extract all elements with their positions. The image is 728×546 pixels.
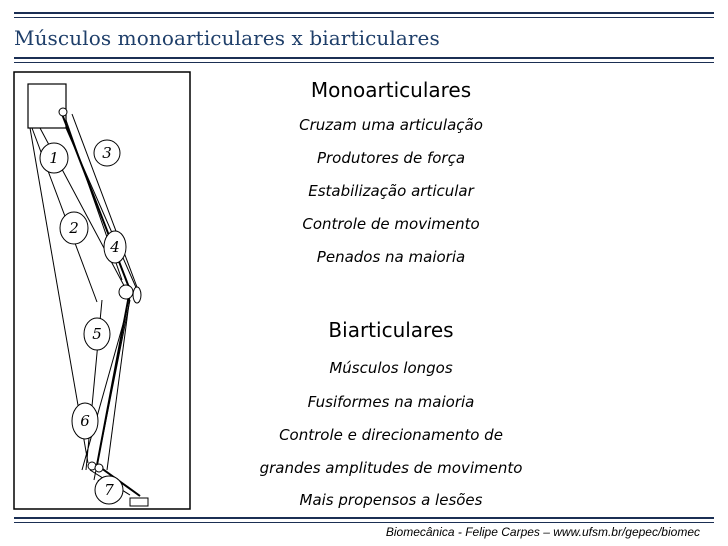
- mono-heading: Monoarticulares: [310, 78, 472, 102]
- muscle-number-6: 6: [80, 412, 90, 430]
- rule-mid-thick: [14, 57, 714, 59]
- bi-item: Mais propensos a lesões: [299, 491, 483, 509]
- rule-bottom-thick: [14, 517, 714, 519]
- leg-muscle-diagram: [12, 70, 192, 511]
- bi-item: grandes amplitudes de movimento: [259, 459, 523, 477]
- muscle-number-2: 2: [69, 219, 79, 237]
- muscle-number-7: 7: [104, 481, 114, 499]
- bi-item: Fusiformes na maioria: [307, 393, 475, 411]
- rule-mid-thin: [14, 62, 714, 63]
- mono-item: Produtores de força: [316, 149, 466, 167]
- rule-top-thick: [14, 12, 714, 14]
- mono-item: Controle de movimento: [302, 215, 480, 233]
- bi-heading: Biarticulares: [328, 318, 454, 342]
- mono-item: Estabilização articular: [308, 182, 474, 200]
- foot-tip: [130, 498, 148, 506]
- footer-credit: Biomecânica - Felipe Carpes – www.ufsm.br/gepec/biomec: [385, 525, 700, 539]
- rule-bottom-thin: [14, 522, 714, 523]
- muscle-number-1: 1: [49, 149, 59, 167]
- slide-title: Músculos monoarticulares x biarticulares: [14, 26, 440, 50]
- mono-item: Cruzam uma articulação: [299, 116, 483, 134]
- muscle-number-3: 3: [102, 144, 112, 162]
- bi-item: Músculos longos: [329, 359, 453, 377]
- muscle-number-5: 5: [92, 325, 102, 343]
- rule-top-thin: [14, 17, 714, 18]
- mono-item: Penados na maioria: [316, 248, 466, 266]
- bi-item: Controle e direcionamento de: [279, 426, 503, 444]
- muscle-number-4: 4: [110, 238, 120, 256]
